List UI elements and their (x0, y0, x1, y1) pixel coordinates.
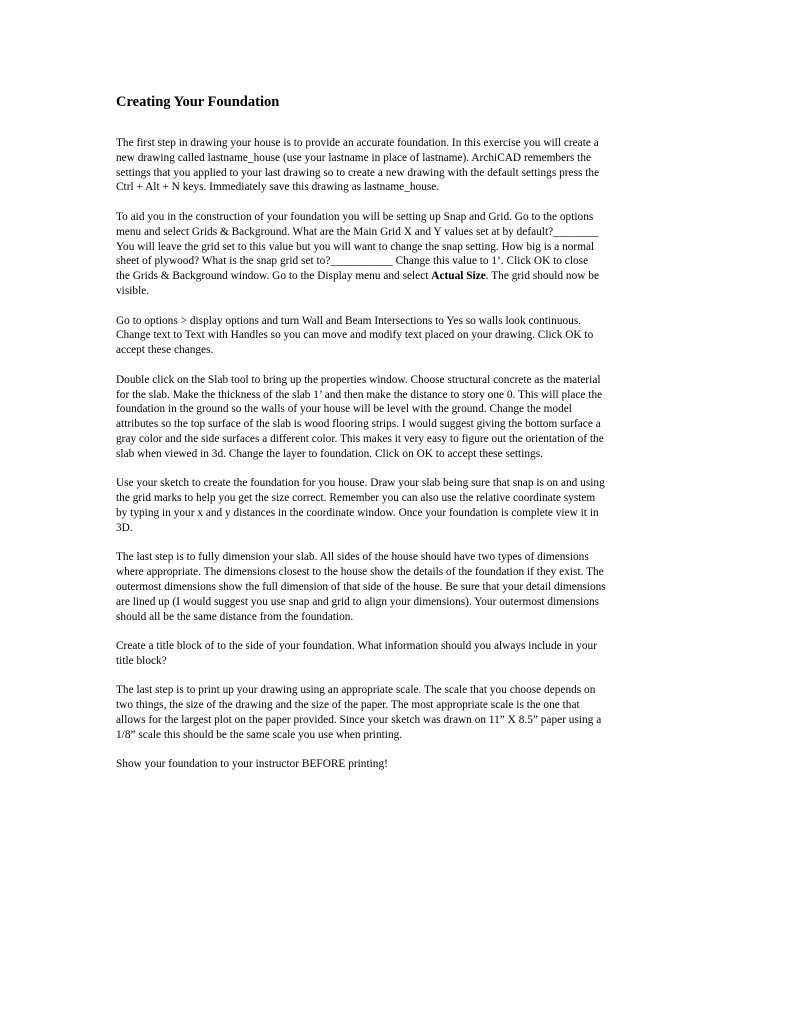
paragraph-title-block (116, 639, 676, 669)
paragraph-sketch (116, 476, 676, 535)
actual-size-emphasis: Actual Size (431, 270, 486, 283)
text-line: Go to options > display options and turn Wall and Beam Intersections to Yes so walls look continuous. (116, 314, 582, 327)
document-page (116, 92, 676, 787)
text-line: Create a title block of to the side of your foundation. What information should you always include in your (116, 640, 597, 653)
text-line: outermost dimensions show the full dimension of that side of the house. Be sure that your detail dimensions (116, 580, 606, 593)
text-line: 3D. (116, 521, 133, 534)
text-line: visible. (116, 284, 150, 297)
text-line: You will leave the grid set to this value but you will want to change the snap setting. How big is a normal (116, 240, 595, 253)
text-line: menu and select Grids & Background. What are the Main Grid X and Y values set at by default?________ (116, 225, 599, 238)
paragraph-final-note (116, 757, 676, 772)
text-line: where appropriate. The dimensions closest to the house show the details of the foundation if they exist. The (116, 566, 604, 579)
text-line: To aid you in the construction of your foundation you will be setting up Snap and Grid. Go to the options (116, 210, 594, 223)
text-line: foundation in the ground so the walls of your house will be level with the ground. Change the model (116, 403, 572, 416)
text-line: two things, the size of the drawing and the size of the paper. The most appropriate scale is the one that (116, 699, 580, 712)
text-line: Show your foundation to your instructor BEFORE printing! (116, 758, 388, 771)
text-line: by typing in your x and y distances in the coordinate window. Once your foundation is complete view it in (116, 506, 599, 519)
text-line: slab when viewed in 3d. Change the layer to foundation. Click on OK to accept these settings. (116, 447, 543, 460)
text-line: gray color and the side surfaces a different color. This makes it very easy to figure out the orientation of the (116, 432, 604, 445)
paragraph-dimensions (116, 550, 676, 624)
text-run: . The grid should now be (485, 270, 599, 283)
text-line: for the slab. Make the thickness of the slab 1’ and then make the distance to story one 0. This will place the (116, 388, 603, 401)
text-line: are lined up (I would suggest you use snap and grid to align your dimensions). Your outermost dimensions (116, 595, 600, 608)
text-line: 1/8” scale this should be the same scale you use when printing. (116, 728, 403, 741)
paragraph-slab-tool (116, 373, 676, 462)
text-line: allows for the largest plot on the paper provided. Since your sketch was drawn on 11” X 8.5” paper using a (116, 714, 602, 727)
text-line: Use your sketch to create the foundation for you house. Draw your slab being sure that snap is on and using (116, 477, 605, 490)
text-line: accept these changes. (116, 344, 214, 357)
text-line (116, 269, 676, 284)
document-title: Creating Your Foundation (116, 94, 280, 110)
text-line: attributes so the top surface of the slab is wood flooring strips. I would suggest giving the bottom surface a (116, 418, 601, 431)
paragraph-snap-grid (116, 210, 676, 299)
text-line: Double click on the Slab tool to bring up the properties window. Choose structural concrete as the material (116, 373, 601, 386)
paragraph-display-options (116, 314, 676, 358)
text-line: new drawing called lastname_house (use your lastname in place of lastname). ArchiCAD remembers the (116, 151, 592, 164)
text-line: Change text to Text with Handles so you can move and modify text placed on your drawing. Click OK to (116, 329, 594, 342)
text-line: title block? (116, 654, 167, 667)
text-line: The last step is to print up your drawing using an appropriate scale. The scale that you choose depends on (116, 684, 596, 697)
text-line: The first step in drawing your house is to provide an accurate foundation. In this exercise you will create a (116, 137, 599, 149)
text-line: The last step is to fully dimension your slab. All sides of the house should have two types of dimensions (116, 551, 589, 564)
text-line: the grid marks to help you get the size correct. Remember you can also use the relative coordinate system (116, 492, 596, 505)
paragraph-intro (116, 136, 676, 195)
text-line: settings that you applied to your last drawing so to create a new drawing with the default settings press the (116, 166, 600, 179)
text-line: should all be the same distance from the foundation. (116, 610, 354, 623)
text-line: sheet of plywood? What is the snap grid set to?___________ Change this value to 1’. Click OK to close (116, 255, 589, 268)
paragraph-printing (116, 683, 676, 742)
text-line: Ctrl + Alt + N keys. Immediately save this drawing as lastname_house. (116, 181, 440, 194)
text-run: the Grids & Background window. Go to the Display menu and select (116, 270, 432, 283)
